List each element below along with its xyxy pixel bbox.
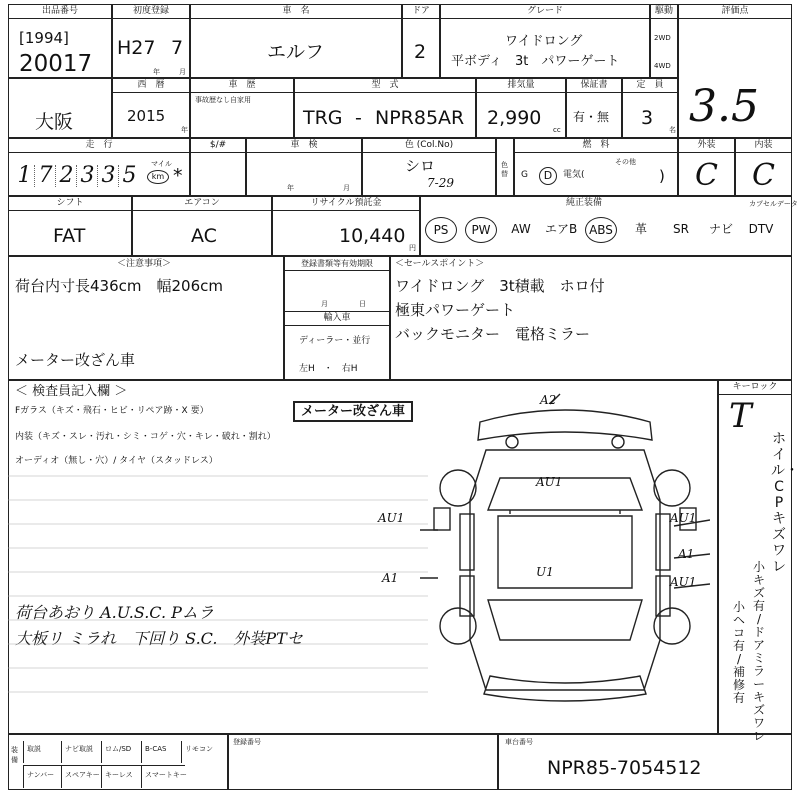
shift: FAT	[53, 225, 86, 247]
year: 2015	[127, 107, 166, 125]
year-unit: 年	[153, 68, 160, 76]
model-cell	[294, 78, 476, 138]
car-name-label: 車 名	[191, 5, 401, 19]
footer-equip-item: ナンバー	[23, 765, 65, 788]
mileage-digit: 3	[99, 165, 119, 187]
interior-grade: C	[752, 158, 775, 193]
year-label: 西 暦	[113, 79, 189, 93]
hand-note-line1: 荷台あおり A.U.S.C. Pムラ	[15, 603, 214, 622]
chassis-label: 車台番号	[505, 738, 533, 746]
aircon-label: エアコン	[133, 197, 271, 211]
key-cell	[718, 380, 799, 743]
footer-equip-cell	[8, 734, 228, 790]
warranty-label: 保証書	[567, 79, 621, 93]
rating-value: 3.5	[689, 81, 759, 132]
footer-equip-item: B-CAS	[141, 741, 185, 763]
region-cell	[8, 78, 112, 138]
reg-label: 登録書類等有効期限	[285, 257, 389, 271]
footer-equip-item: ロム/SD	[101, 741, 145, 763]
exterior-cell	[678, 138, 735, 196]
mark-au1-left: AU1	[378, 511, 405, 525]
fuel-close: )	[659, 167, 665, 185]
mileage-digit: 3	[78, 165, 98, 187]
rear-window	[488, 600, 642, 640]
equipment-item: PW	[465, 217, 497, 243]
fuel-electric: 電気(	[563, 170, 585, 180]
price-label: $/#	[191, 139, 245, 153]
doors-cell	[402, 4, 440, 78]
mileage-digit: 7	[36, 165, 56, 187]
audio-tire-line: オーディオ（無し・穴）/ タイヤ（スタッドレス）	[15, 456, 218, 466]
roof	[498, 516, 632, 588]
history-cell	[190, 78, 294, 138]
windshield	[488, 475, 642, 510]
model-prefix: TRG	[303, 107, 343, 129]
region: 大阪	[35, 111, 74, 133]
fuel-other-label: その他	[615, 158, 636, 166]
aircon-cell	[132, 196, 272, 256]
footer-equip-item: スマートキー	[141, 765, 185, 788]
drive-4wd: 4WD	[654, 62, 671, 70]
mark-a2: A2	[540, 393, 557, 407]
reg-day: 日	[359, 300, 366, 308]
equipment-item: ナビ	[708, 222, 733, 236]
sales-line3: バックモニター 電格ミラー	[395, 325, 591, 343]
grade-line2: 平ボディ 3t パワーゲート	[451, 54, 620, 69]
equipment-item: PS	[425, 217, 457, 243]
meter-stamp: メーター改ざん車	[293, 401, 413, 422]
front-right-door	[656, 514, 670, 570]
mileage-digit: 2	[57, 165, 77, 187]
mileage-digit: 1	[15, 165, 35, 187]
lot-number-cell	[8, 4, 112, 78]
dealer-label: ディーラー・並行	[299, 336, 371, 346]
sales-line1: ワイドロング 3t積載 ホロ付	[395, 277, 605, 295]
drive-label: 駆動	[651, 5, 677, 19]
interior-cell	[735, 138, 792, 196]
first-reg-month: 7	[171, 37, 184, 59]
registration-cell	[284, 256, 390, 380]
footer-equip-item: リモコン	[181, 741, 231, 763]
fuel-diesel-circle: D	[539, 167, 557, 185]
capacity-cell	[622, 78, 678, 138]
cc-unit: cc	[553, 126, 561, 134]
fuel-g: G	[521, 170, 528, 180]
model: NPR85AR	[375, 107, 465, 129]
equipment-item: SR	[673, 222, 689, 236]
interior-condition-line: 内装（キズ・スレ・汚れ・シミ・コゲ・穴・キレ・破れ・割れ）	[15, 432, 276, 442]
recycle-label: リサイクル預託金	[273, 197, 419, 211]
drive-cell	[650, 4, 678, 78]
displacement-cell	[476, 78, 566, 138]
chassis-cell	[498, 734, 792, 790]
equipment-item: 革	[634, 222, 647, 236]
inspection-year: 年	[287, 184, 294, 192]
first-registration-cell	[112, 4, 190, 78]
color-cell	[362, 138, 496, 196]
history-note: 事故歴なし自家用	[195, 96, 251, 104]
key-note1: ホイル・CPキズ ワレ	[771, 431, 799, 575]
mark-au1-top: AU1	[536, 475, 563, 489]
import-label: 輸入車	[285, 311, 389, 326]
km-circle: km	[147, 170, 169, 184]
footer-equip-label: 装備	[11, 746, 18, 764]
car-name: エルフ	[267, 41, 325, 63]
rating-cell	[678, 4, 792, 138]
caution-label: ＜注意事項＞	[117, 259, 172, 269]
footer-equip-item: キーレス	[101, 765, 145, 788]
left-mirror	[434, 508, 450, 530]
grade-line1: ワイドロング	[505, 34, 583, 49]
warranty-cell	[566, 78, 622, 138]
chassis-number: NPR85-7054512	[547, 757, 702, 779]
year-unit2: 年	[181, 126, 188, 134]
front-left-door	[460, 514, 474, 570]
lot-number: 20017	[19, 51, 93, 77]
sales-label: ＜セールスポイント＞	[395, 259, 485, 269]
color-label: 色 (Col.No)	[363, 139, 495, 153]
year-cell	[112, 78, 190, 138]
displacement-label: 排気量	[477, 79, 565, 93]
inspection-month: 月	[343, 184, 350, 192]
capacity-label: 定 員	[623, 79, 677, 93]
fuel-label: 燃 料	[515, 139, 677, 153]
car-diagram	[420, 390, 710, 710]
model-dash: -	[355, 107, 362, 129]
equipment-cell	[420, 196, 798, 256]
reg-month: 月	[321, 300, 328, 308]
interior-label: 内装	[736, 139, 791, 153]
fuel-cell	[514, 138, 678, 196]
reg-number-cell	[228, 734, 498, 790]
doors-label: ドア	[403, 5, 439, 19]
color-change-cell	[496, 138, 514, 196]
left-headlight	[506, 436, 518, 448]
front-left-wheel	[440, 470, 476, 506]
mileage-digit: 5	[122, 163, 137, 188]
equipment-item: AW	[511, 222, 531, 236]
sales-point-cell	[390, 256, 792, 380]
equipment-item: ABS	[585, 217, 617, 243]
mark-u1: U1	[536, 565, 554, 579]
color: シロ	[405, 157, 436, 175]
car-name-cell	[190, 4, 402, 78]
glass-line: Fガラス（キズ・飛石・ヒビ・リペア跡・X 要）	[15, 406, 209, 416]
yen-unit: 円	[409, 244, 416, 252]
footer-equip-item: 取説	[23, 741, 65, 763]
exterior-grade: C	[695, 158, 718, 193]
mark-au1-right1: AU1	[670, 511, 697, 525]
inspection-label: 車 検	[247, 139, 361, 153]
mark-a1-left: A1	[382, 571, 399, 585]
mark-au1-right2: AU1	[670, 575, 697, 589]
grade-cell	[440, 4, 650, 78]
reg-number-label: 登録番号	[233, 738, 261, 746]
footer-equip-item: スペアキー	[61, 765, 105, 788]
mile-label: マイル	[151, 160, 172, 168]
caution-line2: メーター改ざん車	[15, 351, 136, 369]
doors: 2	[414, 41, 427, 63]
cert-label: カプセルデータ	[749, 200, 798, 208]
price-cell	[190, 138, 246, 196]
equipment-label: 純正装備	[565, 198, 602, 208]
recycle-cell	[272, 196, 420, 256]
caution-cell	[8, 256, 284, 380]
mark-a1-right: A1	[678, 547, 695, 561]
front-bumper	[478, 410, 652, 440]
mileage-mark: *	[173, 165, 183, 187]
mileage-label: 走 行	[9, 139, 189, 153]
lot-sub: [1994]	[19, 29, 69, 47]
capacity-unit: 名	[669, 126, 676, 134]
color-code: 7-29	[427, 176, 454, 190]
handle-label: 左H ・ 右H	[299, 364, 358, 374]
sales-line2: 極東パワーゲート	[395, 301, 516, 319]
key-note2: 小キズ有 / ドアミラーキズ ワレ	[752, 560, 765, 743]
shift-cell	[8, 196, 132, 256]
inspection-cell	[246, 138, 362, 196]
rear-bumper	[484, 676, 646, 701]
history-label: 車 歴	[191, 79, 293, 93]
exterior-label: 外装	[679, 139, 734, 153]
lot-number-label: 出品番号	[9, 5, 111, 19]
mark-lines	[420, 394, 710, 588]
hand-note-line2: 大板リ ミラれ 下回り S.C. 外装PTセ	[15, 629, 303, 648]
aircon: AC	[191, 225, 217, 247]
displacement: 2,990	[487, 107, 542, 129]
front-right-wheel	[654, 470, 690, 506]
equipment-item: DTV	[748, 222, 774, 236]
equipment-item: エアB	[545, 222, 578, 236]
grade-label: グレード	[441, 5, 649, 19]
warranty: 有・無	[573, 110, 610, 124]
right-headlight	[612, 436, 624, 448]
capacity: 3	[641, 107, 654, 129]
month-unit: 月	[179, 68, 186, 76]
first-reg-era: H27	[117, 37, 156, 59]
recycle-fee: 10,440	[339, 225, 406, 247]
model-label: 型 式	[295, 79, 475, 93]
mileage-cell	[8, 138, 190, 196]
shift-label: シフト	[9, 197, 131, 211]
inspection-title: ＜ 検査員記入欄 ＞	[15, 384, 128, 399]
first-reg-label: 初度登録	[113, 5, 189, 19]
key-note3: 小ヘコ有 / 補修有	[732, 600, 745, 705]
key-mark: T	[729, 396, 752, 436]
drive-2wd: 2WD	[654, 34, 671, 42]
key-label: キーロック	[719, 381, 791, 395]
rating-label: 評価点	[679, 5, 791, 19]
color-change-label: 色替	[501, 161, 508, 178]
footer-equip-item: ナビ取説	[61, 741, 105, 763]
caution-line1: 荷台内寸長436cm 幅206cm	[15, 277, 223, 295]
